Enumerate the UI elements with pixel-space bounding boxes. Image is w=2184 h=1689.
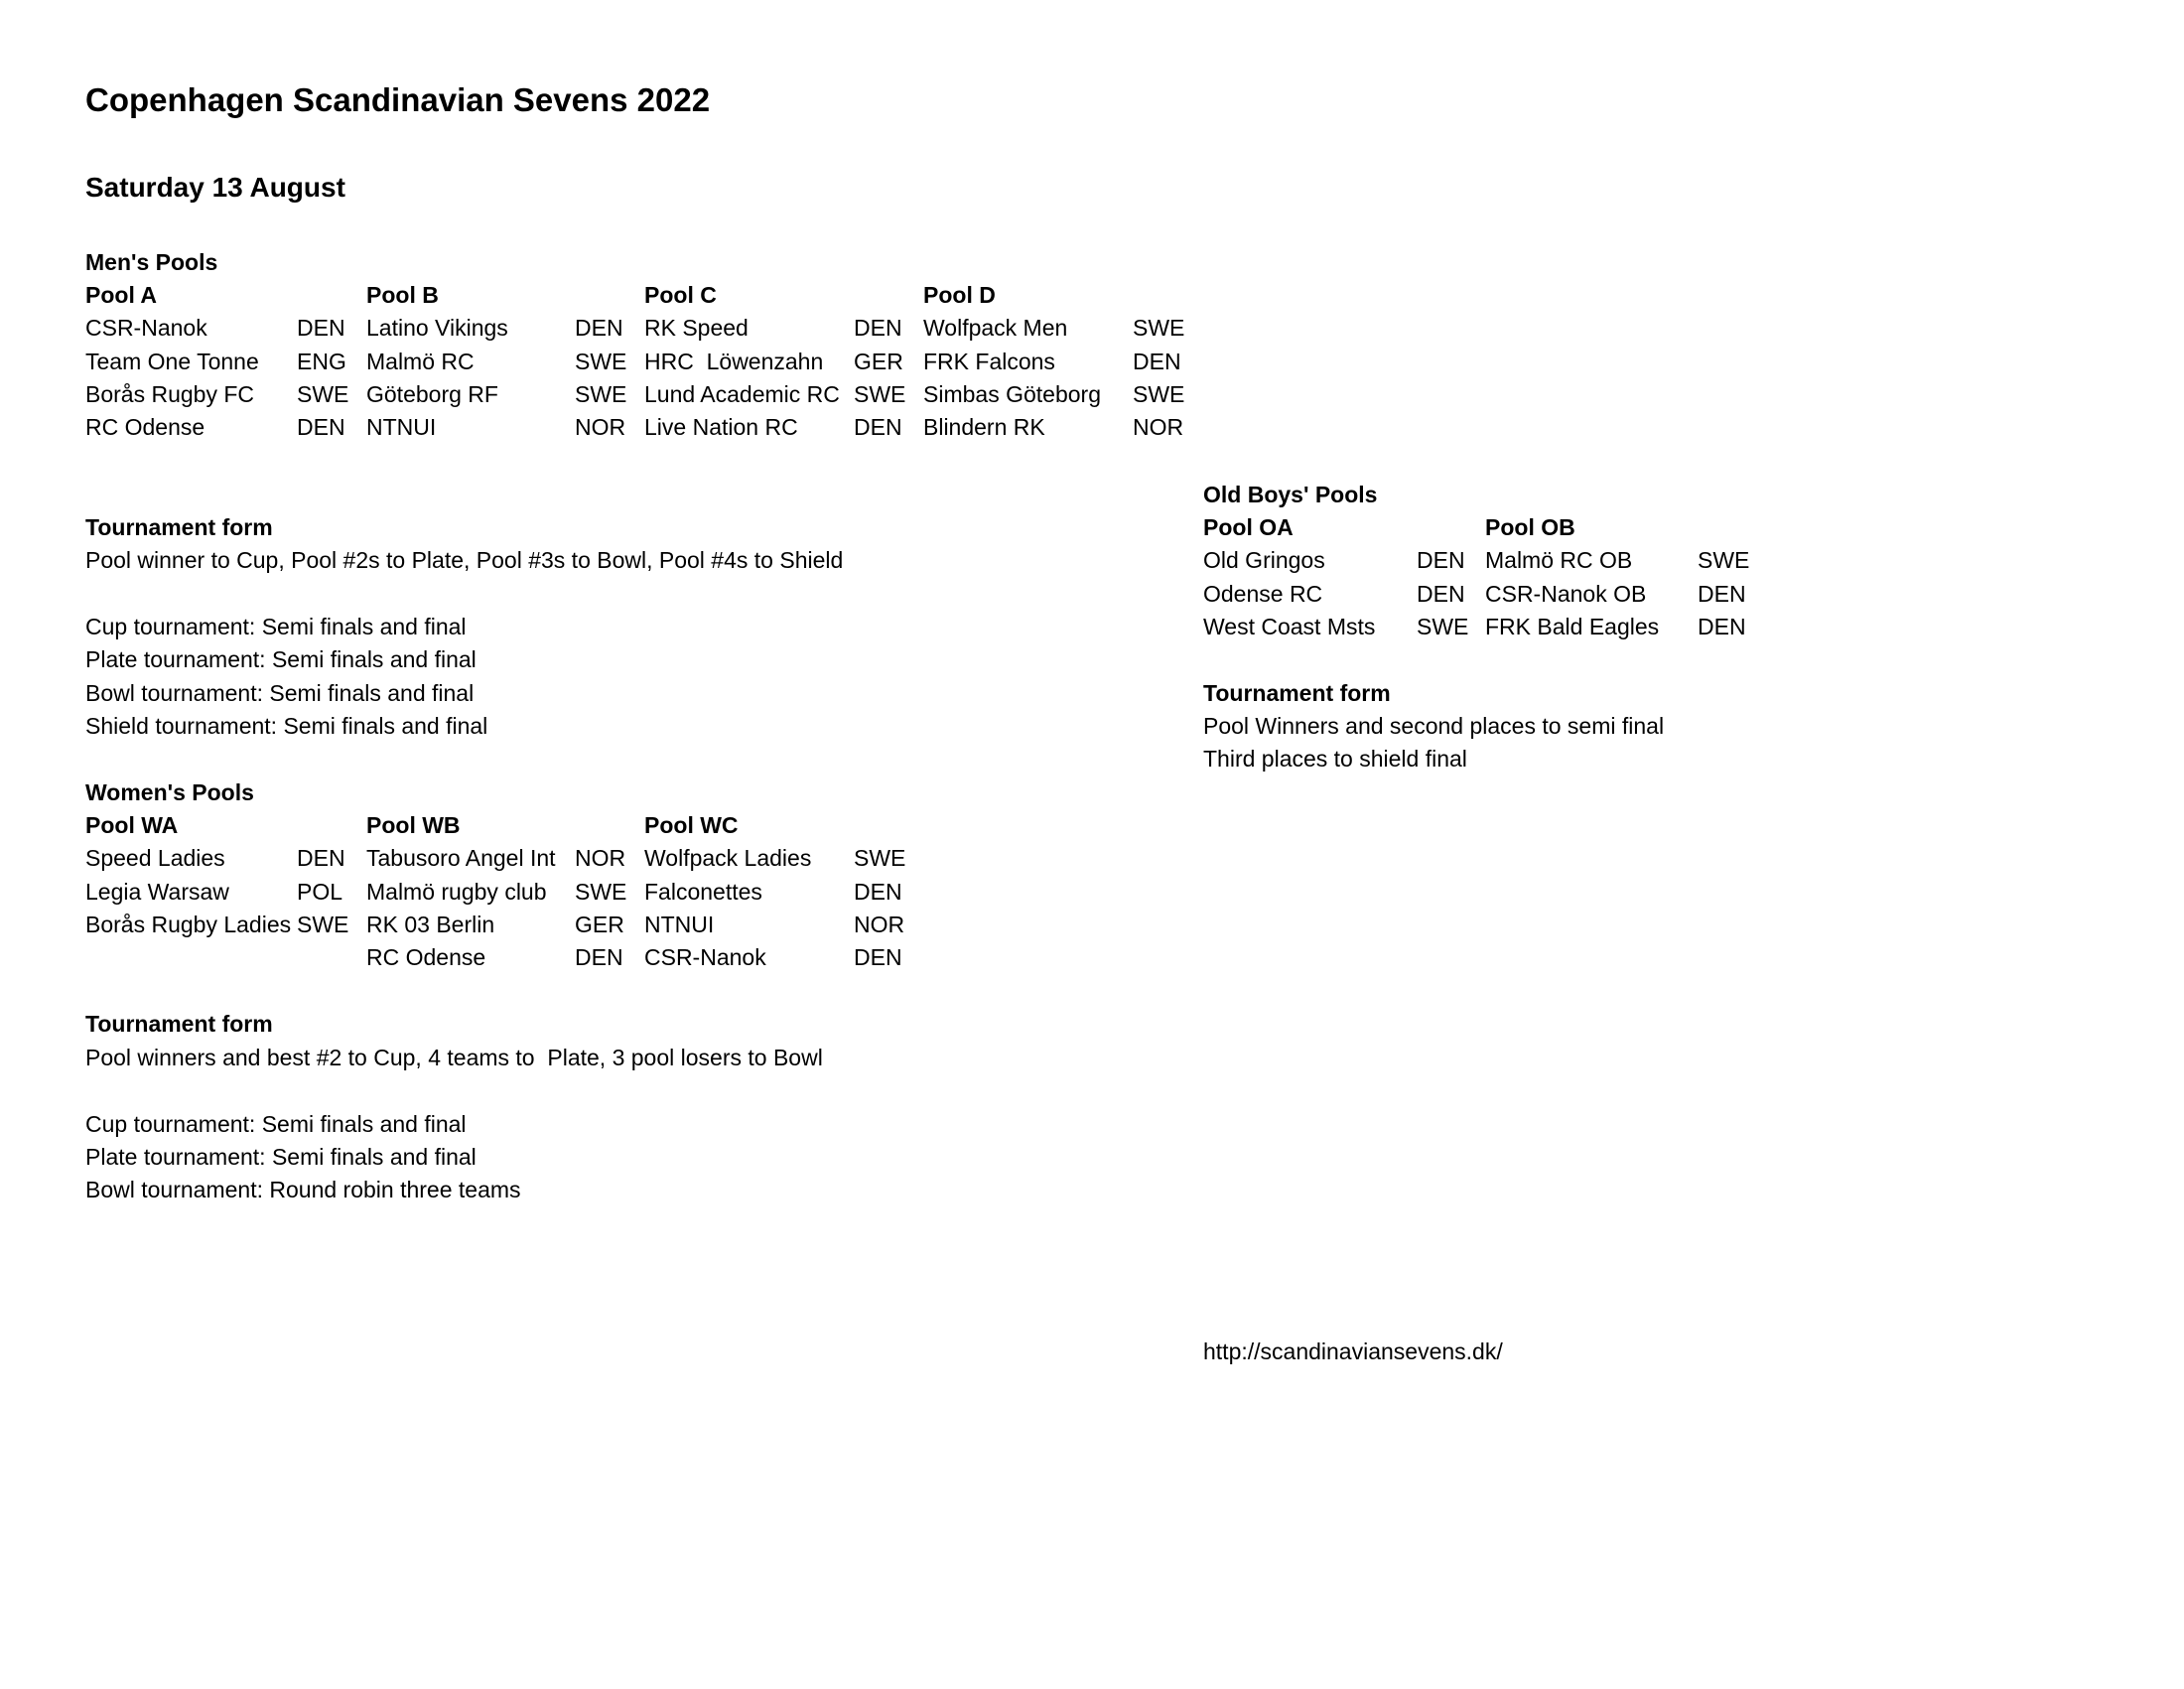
pool-name: Pool B (366, 282, 439, 308)
pool-name: Pool C (644, 282, 717, 308)
oldboys-form-line: Pool Winners and second places to semi final (1203, 713, 1665, 739)
page-title: Copenhagen Scandinavian Sevens 2022 (85, 81, 711, 118)
mens-form-line: Bowl tournament: Semi finals and final (85, 680, 475, 706)
team-country: NOR (854, 911, 905, 937)
team-name: RC Odense (366, 944, 486, 971)
team-name: Lund Academic RC (644, 380, 840, 407)
pool-name: Pool OB (1485, 514, 1575, 540)
team-country: SWE (854, 380, 906, 407)
womens-form-heading: Tournament form (85, 1011, 273, 1037)
team-country: DEN (575, 944, 623, 971)
team-country: SWE (297, 380, 349, 407)
team-name: Wolfpack Ladies (644, 845, 812, 872)
oldboys-pools-grid (1203, 511, 1779, 650)
womens-pools-heading: Women's Pools (85, 779, 254, 805)
oldboys-form-heading: Tournament form (1203, 680, 1391, 706)
team-country: SWE (1133, 380, 1185, 407)
website-link[interactable]: http://scandinaviansevens.dk/ (1203, 1338, 1503, 1364)
team-country: DEN (854, 878, 902, 905)
team-name: Old Gringos (1203, 547, 1325, 574)
team-name: FRK Falcons (923, 348, 1055, 374)
team-country: DEN (1698, 613, 1746, 639)
womens-form-line: Pool winners and best #2 to Cup, 4 teams to Plate, 3 pool losers to Bowl (85, 1045, 823, 1070)
team-country: DEN (854, 315, 902, 342)
team-country: DEN (297, 315, 345, 342)
team-name: Odense RC (1203, 580, 1323, 607)
team-country: DEN (1417, 580, 1465, 607)
team-name: Falconettes (644, 878, 762, 905)
team-name: Speed Ladies (85, 845, 225, 872)
team-name: Malmö RC OB (1485, 547, 1633, 574)
womens-form-line: Cup tournament: Semi finals and final (85, 1111, 467, 1137)
team-name: West Coast Msts (1203, 613, 1376, 639)
team-name: Latino Vikings (366, 315, 508, 342)
team-country: DEN (575, 315, 623, 342)
oldboys-pools-heading: Old Boys' Pools (1203, 482, 1378, 507)
team-country: ENG (297, 348, 346, 374)
team-country: DEN (1417, 547, 1465, 574)
womens-form-line: Bowl tournament: Round robin three teams (85, 1177, 521, 1202)
team-country: NOR (1133, 414, 1184, 441)
team-name: CSR-Nanok (644, 944, 766, 971)
team-country: SWE (575, 380, 627, 407)
pool-name: Pool WB (366, 812, 461, 838)
team-name: Malmö RC (366, 348, 475, 374)
team-name: RK 03 Berlin (366, 911, 495, 937)
pool-name: Pool D (923, 282, 996, 308)
team-country: GER (575, 911, 624, 937)
team-country: NOR (575, 414, 626, 441)
team-country: GER (854, 348, 903, 374)
team-country: DEN (297, 845, 345, 872)
mens-pools-grid (85, 279, 1227, 448)
team-country: SWE (854, 845, 906, 872)
oldboys-form-line: Third places to shield final (1203, 746, 1467, 772)
event-date: Saturday 13 August (85, 172, 345, 203)
team-country: SWE (575, 878, 627, 905)
team-name: FRK Bald Eagles (1485, 613, 1660, 639)
team-country: SWE (1417, 613, 1469, 639)
team-name: Göteborg RF (366, 380, 498, 407)
team-country: POL (297, 878, 343, 905)
team-name: NTNUI (366, 414, 437, 441)
mens-form-line: Cup tournament: Semi finals and final (85, 614, 467, 639)
team-name: CSR-Nanok (85, 315, 207, 342)
pool-name: Pool WA (85, 812, 179, 838)
team-country: DEN (1698, 580, 1746, 607)
team-name: Wolfpack Men (923, 315, 1068, 342)
team-name: Borås Rugby Ladies (85, 911, 292, 937)
team-name: Legia Warsaw (85, 878, 229, 905)
team-name: RK Speed (644, 315, 749, 342)
team-country: SWE (1133, 315, 1185, 342)
team-name: NTNUI (644, 911, 715, 937)
mens-form-line: Pool winner to Cup, Pool #2s to Plate, Pool #3s to Bowl, Pool #4s to Shield (85, 547, 844, 573)
team-country: SWE (1698, 547, 1750, 574)
mens-form-line: Plate tournament: Semi finals and final (85, 646, 477, 672)
team-name: Tabusoro Angel Int (366, 845, 556, 872)
team-name: HRC Löwenzahn (644, 348, 824, 374)
mens-form-heading: Tournament form (85, 514, 273, 540)
team-country: SWE (575, 348, 627, 374)
team-name: RC Odense (85, 414, 205, 441)
team-name: Simbas Göteborg (923, 380, 1101, 407)
pool-name: Pool OA (1203, 514, 1294, 540)
team-country: DEN (854, 414, 902, 441)
team-name: Team One Tonne (85, 348, 259, 374)
team-country: DEN (297, 414, 345, 441)
team-name: Malmö rugby club (366, 878, 547, 905)
team-name: Borås Rugby FC (85, 380, 255, 407)
team-country: SWE (297, 911, 349, 937)
team-country: NOR (575, 845, 626, 872)
team-name: Blindern RK (923, 414, 1045, 441)
mens-form-line: Shield tournament: Semi finals and final (85, 713, 488, 739)
team-name: CSR-Nanok OB (1485, 580, 1647, 607)
pool-name: Pool WC (644, 812, 739, 838)
womens-pools-grid (85, 809, 959, 978)
team-country: DEN (854, 944, 902, 971)
womens-form-line: Plate tournament: Semi finals and final (85, 1144, 477, 1170)
team-country: DEN (1133, 348, 1181, 374)
team-name: Live Nation RC (644, 414, 798, 441)
pool-name: Pool A (85, 282, 157, 308)
mens-pools-heading: Men's Pools (85, 249, 218, 275)
